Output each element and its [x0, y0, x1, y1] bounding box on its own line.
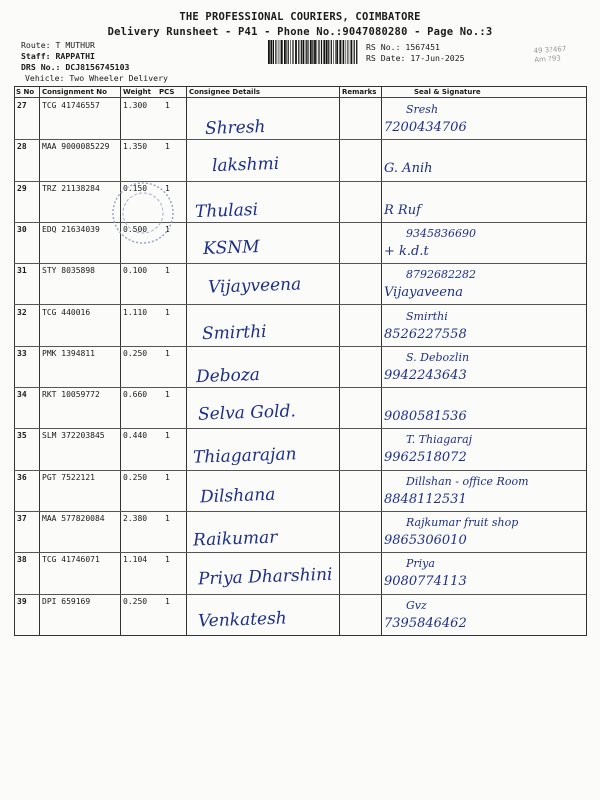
row-sno: 29: [17, 183, 27, 193]
row-consignee-name: Venkatesh: [197, 608, 288, 632]
row-consignment-no: TCG 440016: [42, 307, 91, 317]
row-seal-signature-2: T. Thiagaraj: [406, 433, 473, 447]
runsheet-subtitle: Delivery Runsheet - P41 - Phone No.:9047080280 - Page No.:3: [107, 26, 493, 38]
row-seal-signature-1: 7395846462: [384, 615, 467, 631]
row-weight: 0.250: [123, 596, 148, 606]
corner-note-1: 49 3?467: [533, 44, 567, 56]
row-seal-signature-1: 9865306010: [384, 533, 467, 548]
row-weight: 0.100: [123, 266, 148, 276]
row-weight: 1.104: [123, 555, 148, 565]
row-seal-signature-1: R Ruf: [384, 202, 421, 218]
office-seal-stamp: [110, 180, 176, 246]
table-row: [14, 387, 586, 429]
row-consignment-no: MAA 9000085229: [42, 142, 110, 152]
col-header-seal: Seal & Signature: [414, 88, 481, 96]
table-row: [14, 552, 586, 594]
row-seal-signature-2: Dillshan - office Room: [406, 474, 529, 488]
table-row: [14, 139, 586, 181]
row-pcs: 1: [165, 224, 170, 234]
table-row: [14, 511, 586, 553]
row-consignee-name: Deboza: [195, 364, 261, 387]
row-consignee-name: Raikumar: [192, 527, 278, 551]
row-consignment-no: EDQ 21634039: [42, 224, 100, 234]
table-row: [14, 263, 586, 305]
corner-stamp: [533, 45, 567, 65]
runsheet-table: [14, 86, 587, 636]
barcode-image: [268, 40, 358, 64]
row-weight: 0.440: [123, 431, 148, 441]
row-weight: 1.300: [123, 101, 148, 110]
row-sno: 33: [17, 348, 27, 358]
row-sno: 38: [17, 555, 27, 565]
col-header-consignee: Consignee Details: [189, 88, 261, 96]
row-pcs: 1: [165, 472, 170, 482]
table-row: [14, 470, 586, 512]
row-seal-signature-1: 9962518072: [384, 450, 467, 466]
row-seal-signature-2: Rajkumar fruit shop: [406, 516, 519, 529]
row-pcs: 1: [165, 431, 170, 441]
row-consignee-name: Thulasi: [194, 199, 259, 222]
row-seal-signature-2: Priya: [406, 557, 435, 571]
row-seal-signature-2: Smirthi: [406, 309, 448, 323]
table-row: [14, 428, 586, 470]
row-weight: 2.380: [123, 514, 148, 523]
row-pcs: 1: [165, 183, 170, 193]
table-row: [14, 305, 586, 347]
staff-label: Staff: RAPPATHI: [21, 51, 95, 61]
row-consignee-name: Thiagarajan: [192, 444, 297, 469]
rs-date-label: RS Date: 17-Jun-2025: [366, 53, 465, 63]
row-sno: 35: [17, 431, 27, 441]
row-consignment-no: TCG 41746557: [42, 101, 100, 110]
col-header-remarks: Remarks: [342, 88, 377, 96]
row-consignee-name: Smirthi: [201, 321, 267, 344]
col-header-pcs: PCS: [159, 88, 175, 96]
company-title: THE PROFESSIONAL COURIERS, COIMBATORE: [179, 11, 421, 23]
row-seal-signature-1: 9080581536: [384, 409, 467, 425]
row-pcs: 1: [165, 555, 170, 565]
row-consignment-no: DPI 659169: [42, 596, 91, 606]
row-seal-signature-1: 7200434706: [384, 120, 467, 135]
row-sno: 30: [17, 224, 27, 234]
row-seal-signature-2: 9345836690: [406, 226, 476, 240]
row-pcs: 1: [165, 596, 170, 606]
row-seal-signature-1: G. Anih: [384, 161, 433, 177]
row-consignee-name: KSNM: [202, 236, 260, 259]
row-pcs: 1: [165, 348, 170, 358]
row-consignee-name: Selva Gold.: [197, 401, 297, 425]
table-row: [14, 594, 586, 635]
row-consignment-no: PGT 7522121: [42, 472, 95, 482]
col-header-weight: Weight: [123, 88, 151, 96]
rs-no-label: RS No.: 1567451: [366, 42, 440, 52]
row-sno: 27: [17, 101, 27, 110]
row-consignee-name: Shresh: [204, 116, 266, 140]
row-sno: 37: [17, 514, 27, 523]
row-pcs: 1: [165, 266, 170, 276]
row-seal-signature-2: 8792682282: [406, 268, 476, 282]
row-weight: 0.500: [123, 224, 148, 234]
row-weight: 0.250: [123, 348, 148, 358]
row-consignment-no: STY 8035898: [42, 266, 95, 276]
vehicle-label: Vehicle: Two Wheeler Delivery: [25, 73, 168, 83]
row-pcs: 1: [165, 390, 170, 400]
row-consignee-name: Priya Dharshini: [197, 564, 333, 590]
row-sno: 36: [17, 472, 27, 482]
row-consignment-no: SLM 372203845: [42, 431, 105, 441]
row-weight: 1.110: [123, 307, 148, 317]
table-row: [14, 222, 586, 264]
row-pcs: 1: [165, 307, 170, 317]
row-seal-signature-1: Vijayaveena: [384, 285, 464, 301]
row-consignee-name: lakshmi: [211, 154, 280, 177]
row-pcs: 1: [165, 142, 170, 152]
row-weight: 0.150: [123, 183, 148, 193]
row-consignment-no: TRZ 21138284: [42, 183, 100, 193]
row-seal-signature-2: S. Debozlin: [406, 350, 470, 364]
row-sno: 39: [17, 596, 27, 606]
row-seal-signature-1: 9942243643: [384, 367, 467, 383]
row-consignment-no: MAA 577820084: [42, 514, 105, 523]
row-consignment-no: TCG 41746071: [42, 555, 100, 565]
table-row: [14, 98, 586, 140]
route-label: Route: T MUTHUR: [21, 40, 95, 50]
col-header-sno: S No: [16, 88, 35, 96]
row-pcs: 1: [165, 514, 170, 523]
row-seal-signature-2: Sresh: [406, 103, 439, 116]
row-sno: 32: [17, 307, 27, 317]
table-row: [14, 181, 586, 223]
row-weight: 0.250: [123, 472, 148, 482]
row-consignment-no: RKT 10059772: [42, 390, 100, 400]
row-consignee-name: Dilshana: [199, 484, 276, 507]
row-seal-signature-2: Gvz: [406, 598, 427, 612]
row-seal-signature-1: 9080774113: [384, 574, 467, 590]
row-consignee-name: Vijayveena: [207, 274, 302, 298]
corner-note-2: Am ?93: [534, 54, 562, 65]
row-sno: 31: [17, 266, 27, 276]
row-seal-signature-1: + k.d.t: [384, 243, 429, 259]
col-header-consignment: Consignment No: [42, 88, 107, 96]
drs-label: DRS No.: DCJ8156745103: [21, 62, 130, 72]
row-sno: 28: [17, 142, 27, 152]
row-pcs: 1: [165, 101, 170, 110]
row-weight: 0.660: [123, 390, 148, 400]
row-seal-signature-1: 8848112531: [384, 491, 467, 507]
row-sno: 34: [17, 390, 27, 400]
row-consignment-no: PMK 1394811: [42, 348, 95, 358]
row-weight: 1.350: [123, 142, 148, 152]
table-row: [14, 346, 586, 388]
row-seal-signature-1: 8526227558: [384, 326, 467, 342]
